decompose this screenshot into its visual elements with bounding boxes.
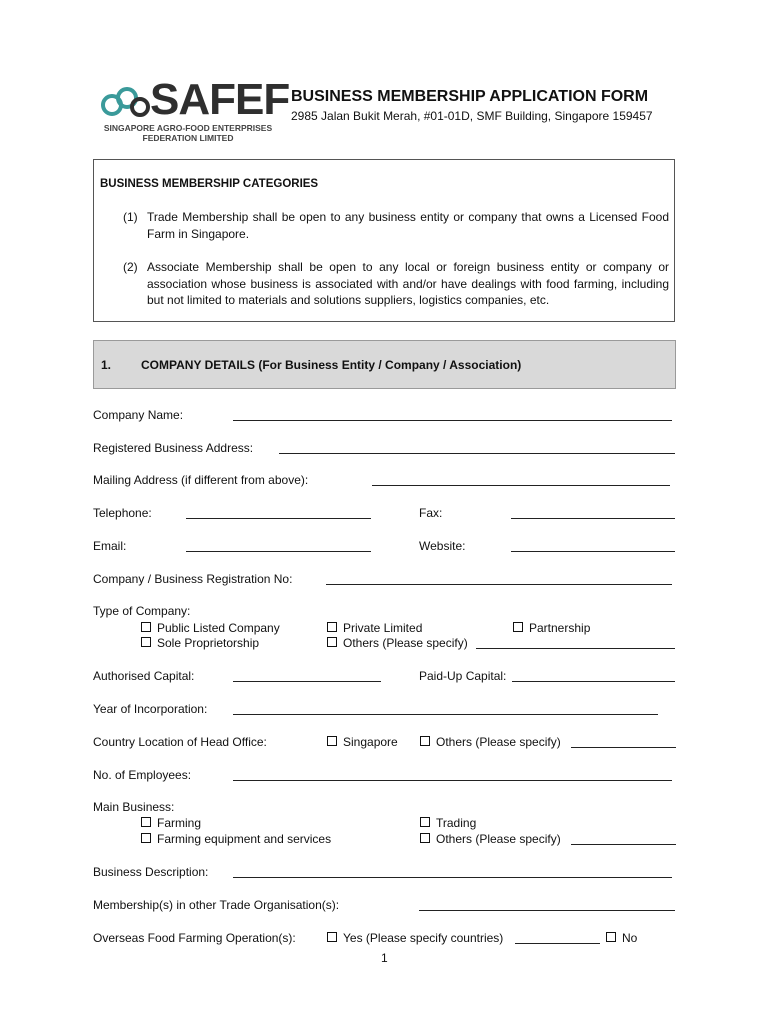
- logo-wordmark: SAFEF: [150, 75, 290, 124]
- option-private-limited[interactable]: Private Limited: [327, 621, 422, 635]
- mailing-address-field[interactable]: [372, 485, 670, 486]
- overseas-label: Overseas Food Farming Operation(s):: [93, 931, 296, 945]
- year-incorporation-label: Year of Incorporation:: [93, 702, 208, 716]
- safef-logo-icon: [100, 85, 152, 121]
- checkbox[interactable]: [513, 622, 523, 632]
- option-public-listed[interactable]: Public Listed Company: [141, 621, 280, 635]
- website-label: Website:: [419, 539, 466, 553]
- checkbox[interactable]: [420, 833, 430, 843]
- overseas-countries-field[interactable]: [515, 943, 600, 944]
- paid-up-capital-field[interactable]: [512, 681, 675, 682]
- employees-field[interactable]: [233, 780, 672, 781]
- checkbox[interactable]: [141, 622, 151, 632]
- year-incorporation-field[interactable]: [233, 714, 658, 715]
- option-trading[interactable]: Trading: [420, 816, 476, 830]
- registration-no-label: Company / Business Registration No:: [93, 572, 293, 586]
- telephone-label: Telephone:: [93, 506, 152, 520]
- business-description-field[interactable]: [233, 877, 672, 878]
- checkbox[interactable]: [327, 622, 337, 632]
- paid-up-capital-label: Paid-Up Capital:: [419, 669, 507, 683]
- category-item: (1) Trade Membership shall be open to any business entity or company that owns a Licensed Food Farm in Singapore.: [123, 210, 669, 241]
- checkbox[interactable]: [141, 833, 151, 843]
- country-others-field[interactable]: [571, 747, 676, 748]
- checkbox[interactable]: [420, 736, 430, 746]
- option-sole-proprietorship[interactable]: Sole Proprietorship: [141, 636, 259, 650]
- option-singapore[interactable]: Singapore: [327, 735, 398, 749]
- option-country-others[interactable]: Others (Please specify): [420, 735, 561, 749]
- form-address: 2985 Jalan Bukit Merah, #01-01D, SMF Building, Singapore 159457: [291, 109, 653, 123]
- page-number: 1: [381, 951, 388, 965]
- telephone-field[interactable]: [186, 518, 371, 519]
- type-others-field[interactable]: [476, 648, 675, 649]
- option-farming-equipment[interactable]: Farming equipment and services: [141, 832, 331, 846]
- country-head-office-label: Country Location of Head Office:: [93, 735, 267, 749]
- employees-label: No. of Employees:: [93, 768, 192, 782]
- authorised-capital-label: Authorised Capital:: [93, 669, 195, 683]
- registered-address-label: Registered Business Address:: [93, 441, 254, 455]
- logo-subtitle: SINGAPORE AGRO-FOOD ENTERPRISES FEDERATION LIMITED: [103, 123, 273, 143]
- checkbox[interactable]: [141, 637, 151, 647]
- business-description-label: Business Description:: [93, 865, 209, 879]
- company-name-label: Company Name:: [93, 408, 184, 422]
- section-title: COMPANY DETAILS (For Business Entity / Company / Association): [141, 358, 522, 372]
- authorised-capital-field[interactable]: [233, 681, 381, 682]
- form-title: BUSINESS MEMBERSHIP APPLICATION FORM: [291, 88, 649, 105]
- categories-title: BUSINESS MEMBERSHIP CATEGORIES: [100, 178, 319, 190]
- checkbox[interactable]: [327, 637, 337, 647]
- fax-label: Fax:: [419, 506, 443, 520]
- option-type-others[interactable]: Others (Please specify): [327, 636, 468, 650]
- checkbox[interactable]: [420, 817, 430, 827]
- option-overseas-no[interactable]: No: [606, 931, 637, 945]
- option-partnership[interactable]: Partnership: [513, 621, 590, 635]
- registered-address-field[interactable]: [279, 453, 675, 454]
- registration-no-field[interactable]: [326, 584, 672, 585]
- memberships-label: Membership(s) in other Trade Organisation(s):: [93, 898, 340, 912]
- option-business-others[interactable]: Others (Please specify): [420, 832, 561, 846]
- checkbox[interactable]: [141, 817, 151, 827]
- fax-field[interactable]: [511, 518, 675, 519]
- checkbox[interactable]: [327, 932, 337, 942]
- memberships-field[interactable]: [419, 910, 675, 911]
- option-farming[interactable]: Farming: [141, 816, 201, 830]
- website-field[interactable]: [511, 551, 675, 552]
- type-of-company-label: Type of Company:: [93, 604, 191, 618]
- checkbox[interactable]: [606, 932, 616, 942]
- email-field[interactable]: [186, 551, 371, 552]
- mailing-address-label: Mailing Address (if different from above):: [93, 473, 309, 487]
- checkbox[interactable]: [327, 736, 337, 746]
- option-overseas-yes[interactable]: Yes (Please specify countries): [327, 931, 503, 945]
- business-others-field[interactable]: [571, 844, 676, 845]
- category-item: (2) Associate Membership shall be open to any local or foreign business entity or company or association whose business is associated with and/or have dealings with food farming, including but not limited to materials and solutions suppliers, logistics companies, etc.: [123, 260, 669, 307]
- section-number: 1.: [101, 358, 112, 372]
- company-name-field[interactable]: [233, 420, 672, 421]
- main-business-label: Main Business:: [93, 800, 175, 814]
- email-label: Email:: [93, 539, 127, 553]
